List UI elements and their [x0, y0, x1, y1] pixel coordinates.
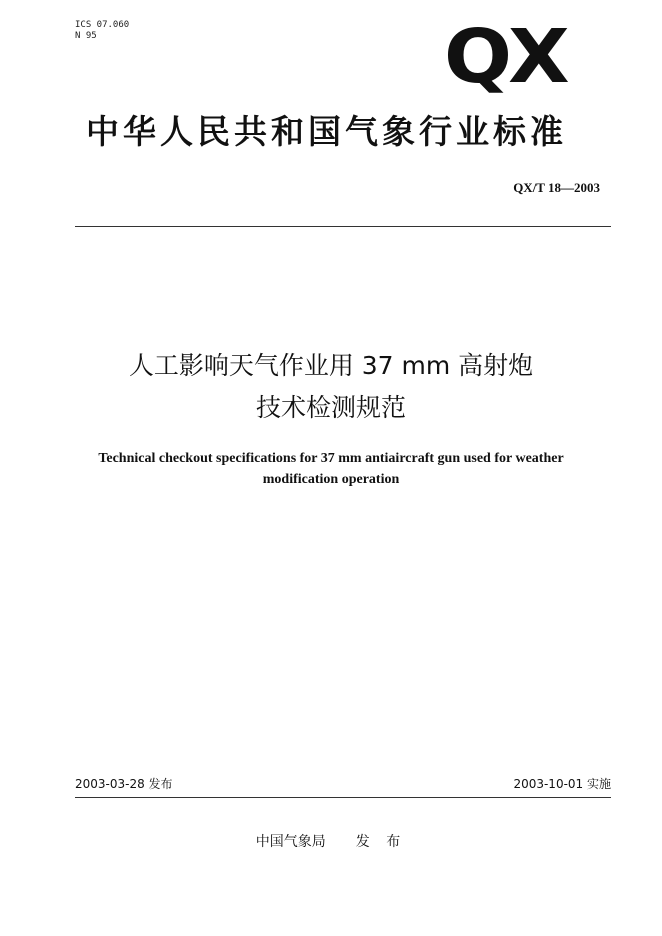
standard-category-title: 中华人民共和国气象行业标准 [86, 112, 567, 151]
qx-logo: QX [444, 13, 566, 100]
footer-divider [75, 797, 611, 798]
document-title-en-line1: Technical checkout specifications for 37 mm antiaircraft gun used for weather [98, 451, 564, 466]
classification-codes [75, 20, 129, 42]
standard-code: QX/T 18—2003 [513, 180, 600, 195]
issue-date: 2003-03-28 发布 [75, 777, 173, 791]
issue-word: 发 布 [355, 834, 407, 850]
ics-code: ICS 07.060 [75, 20, 130, 30]
document-title-en-line2: modification operation [262, 472, 400, 487]
ccs-code: N 95 [75, 31, 97, 41]
implementation-date: 2003-10-01 实施 [513, 777, 611, 791]
issuer-name: 中国气象局 [255, 834, 326, 850]
document-title-zh-line2: 技术检测规范 [255, 393, 406, 422]
document-title-zh-line1: 人工影响天气作业用 37 mm 高射炮 [128, 351, 534, 380]
header-divider [75, 226, 611, 227]
issuer-line [0, 831, 662, 851]
